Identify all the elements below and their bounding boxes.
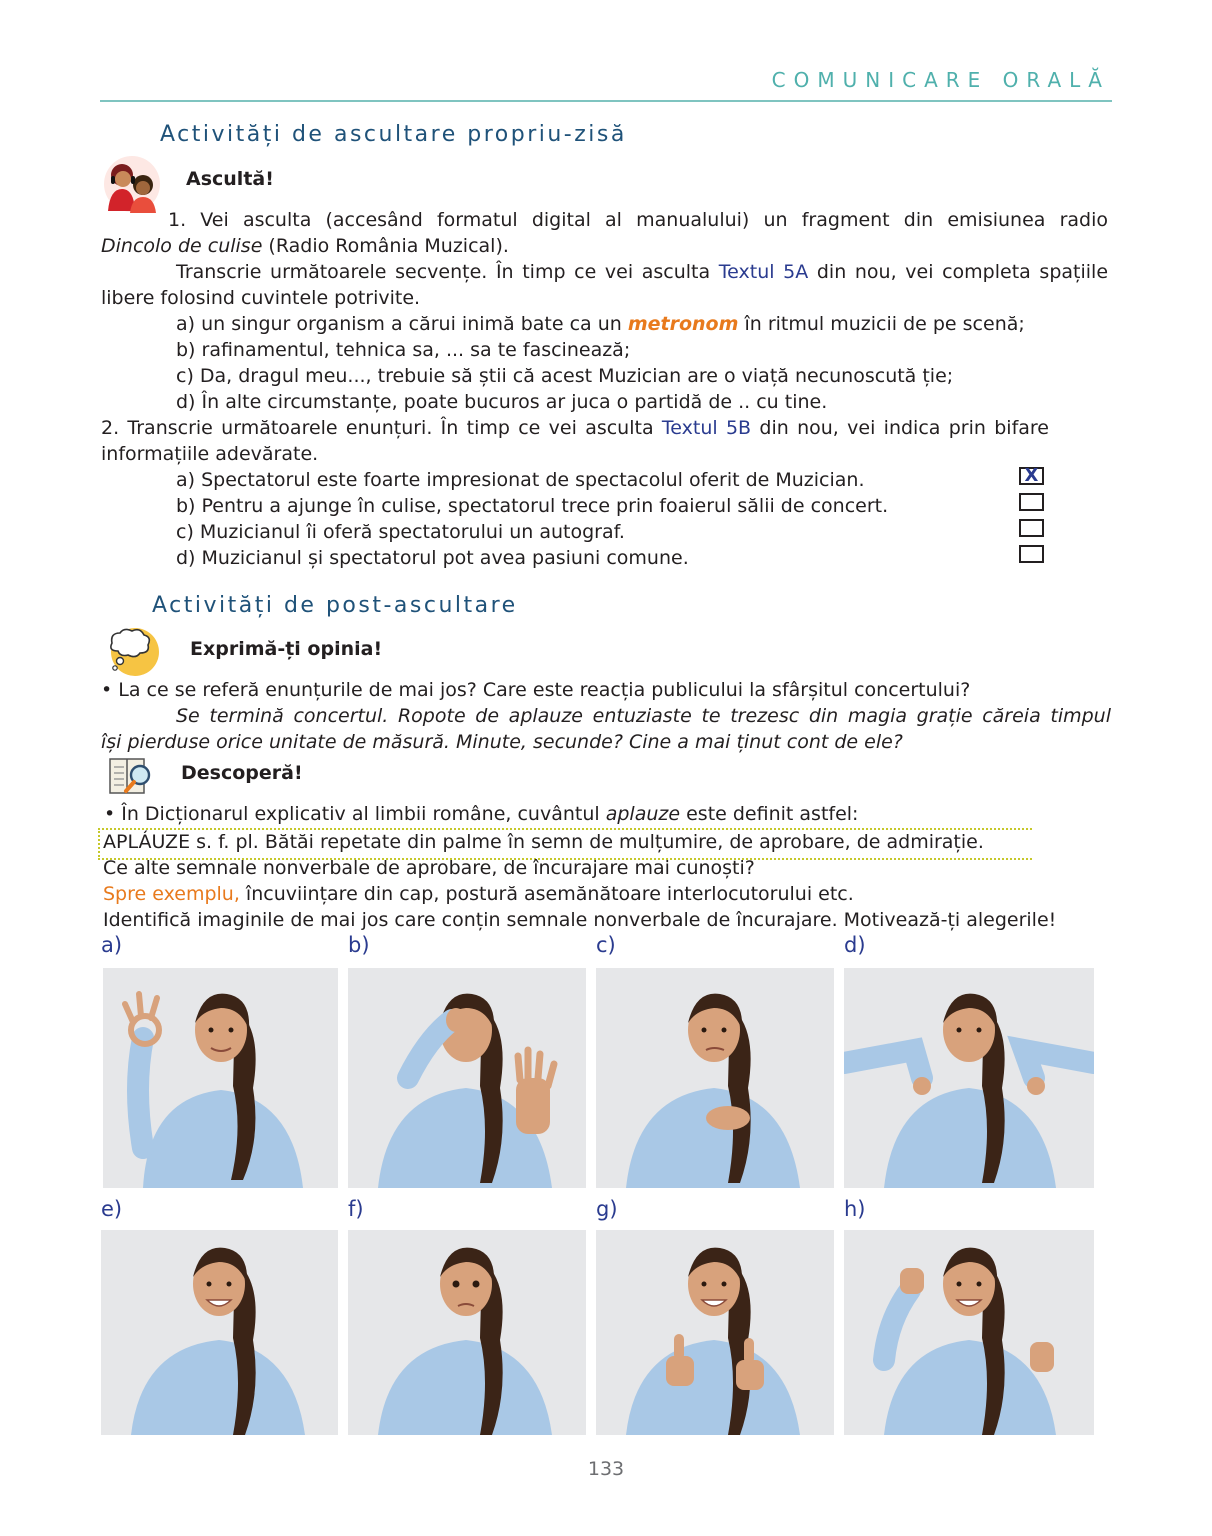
- item2-text: 2. Transcrie următoarele enunțuri. În timp ce vei asculta: [101, 417, 662, 439]
- radio-show-title: Dincolo de culise: [101, 235, 263, 257]
- photo-label-d: d): [844, 933, 866, 957]
- sequence-a-text-end: în ritmul muzicii de pe scenă;: [738, 313, 1025, 335]
- quote-line1: Se termină concertul. Ropote de aplauze entuziaste te trezesc din magia grație căreia timpul: [176, 705, 1111, 727]
- statement-a: a) Spectatorul este foarte impresionat de spectacolul oferit de Muzician.: [176, 469, 865, 491]
- item1-line2: [101, 233, 509, 259]
- instr1-text: Transcrie următoarele secvențe. În timp ce vei asculta: [176, 261, 719, 283]
- listening-people-icon: [102, 155, 162, 217]
- text-5a-link[interactable]: Textul 5A: [718, 261, 809, 283]
- aplauze-word: aplauze: [605, 803, 681, 825]
- statement-d: d) Muzicianul și spectatorul pot avea pasiuni comune.: [176, 547, 689, 569]
- checkbox-statement-b[interactable]: [1019, 493, 1044, 511]
- header-divider: [100, 100, 1112, 102]
- item2-text-end: din nou, vei indica prin bifare: [751, 417, 1049, 439]
- photo-label-b: b): [348, 933, 370, 957]
- other-signals-question: Ce alte semnale nonverbale de aprobare, de încurajare mai cunoști?: [103, 857, 755, 879]
- dictionary-intro-end: este definit astfel:: [680, 803, 859, 825]
- example-line: [103, 881, 854, 907]
- section-title-post-listening: Activități de post-ascultare: [152, 593, 518, 618]
- instr1-text-end: din nou, vei completa spațiile: [808, 261, 1109, 283]
- identify-instruction: Identifică imaginile de mai jos care conțin semnale nonverbale de încurajare. Motivează-ți alegerile!: [103, 909, 1057, 931]
- checkbox-statement-c[interactable]: [1019, 519, 1044, 537]
- text-5b-link[interactable]: Textul 5B: [661, 417, 752, 439]
- sequence-d: d) În alte circumstanțe, poate bucuros ar juca o partidă de .. cu tine.: [176, 391, 828, 413]
- photo-e-smiling: [101, 1230, 338, 1435]
- dictionary-intro-text: • În Dicționarul explicativ al limbii române, cuvântul: [104, 803, 606, 825]
- photo-h-fists-raised: [844, 1230, 1094, 1435]
- photo-label-e: e): [101, 1197, 123, 1221]
- item2-line2: informațiile adevărate.: [101, 443, 319, 465]
- statement-b: b) Pentru a ajunge în culise, spectatorul trece prin foaierul sălii de concert.: [176, 495, 889, 517]
- instr1-line1: [176, 259, 1108, 285]
- photo-d-pointing-down: [844, 968, 1094, 1188]
- photo-label-h: h): [844, 1197, 866, 1221]
- discover-subtitle: Descoperă!: [181, 762, 303, 784]
- sequence-b: b) rafinamentul, tehnica sa, ... sa te fascinează;: [176, 339, 631, 361]
- sequence-a: [176, 311, 1025, 337]
- photo-label-c: c): [596, 933, 616, 957]
- example-label: Spre exemplu,: [103, 883, 240, 905]
- checkbox-mark-a: X: [1024, 465, 1039, 486]
- item2-line1: [101, 415, 1049, 441]
- definition-text: APLÁUZE s. f. pl. Bătăi repetate din palme în semn de mulțumire, de aprobare, de admirație.: [103, 831, 984, 853]
- opinion-question: • La ce se referă enunțurile de mai jos? Care este reacția publicului la sfârșitul concertului?: [101, 679, 971, 701]
- checkbox-statement-d[interactable]: [1019, 545, 1044, 563]
- photo-label-g: g): [596, 1197, 618, 1221]
- photo-c-rubbing-hands: [596, 968, 834, 1188]
- opinion-subtitle: Exprimă-ți opinia!: [190, 638, 383, 660]
- photo-g-thumbs-up: [596, 1230, 834, 1435]
- listen-subtitle: Ascultă!: [186, 168, 274, 190]
- photo-a-ok-sign: [103, 968, 338, 1188]
- metronom-word: metronom: [627, 313, 739, 335]
- photo-label-a: a): [101, 933, 123, 957]
- statement-c: c) Muzicianul îi oferă spectatorului un autograf.: [176, 521, 625, 543]
- item1-line1: 1. Vei asculta (accesând formatul digital al manualului) un fragment din emisiunea radio: [168, 209, 1108, 231]
- sequence-a-text: a) un singur organism a cărui inimă bate ca un: [176, 313, 628, 335]
- photo-label-f: f): [348, 1197, 364, 1221]
- book-magnifier-icon: [104, 755, 156, 803]
- section-title-listening: Activități de ascultare propriu-zisă: [160, 122, 627, 147]
- sequence-c: c) Da, dragul meu..., trebuie să știi că acest Muzician are o viață necunoscută ție;: [176, 365, 954, 387]
- checkbox-statement-a[interactable]: [1019, 467, 1044, 485]
- instr1-line2: libere folosind cuvintele potrivite.: [101, 287, 421, 309]
- radio-station: (Radio România Muzical).: [262, 235, 509, 257]
- quote-line2: își pierduse orice unitate de măsură. Minute, secunde? Cine a mai ținut cont de ele?: [101, 731, 903, 753]
- photo-f-doubtful: [348, 1230, 586, 1435]
- dictionary-intro: [104, 801, 858, 827]
- example-text: încuviințare din cap, postură asemănătoare interlocutorului etc.: [239, 883, 854, 905]
- thought-bubble-icon: [102, 625, 160, 681]
- photo-b-stop-hand: [348, 968, 586, 1188]
- page-header-title: COMUNICARE ORALĂ: [771, 68, 1110, 92]
- page-number: 133: [587, 1458, 625, 1480]
